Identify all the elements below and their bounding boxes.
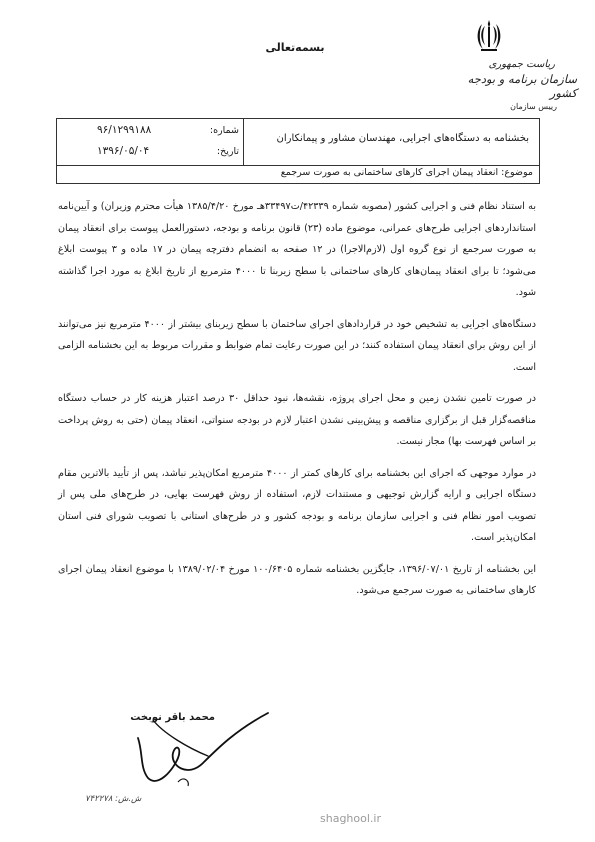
letter-body bbox=[58, 196, 536, 612]
organization-name bbox=[437, 58, 577, 114]
paragraph-effective-date: این بخشنامه از تاریخ ۱۳۹۶/۰۷/۰۱، جایگزین بخشنامه شماره ۱۰۰/۶۴۰۵ مورخ ۱۳۸۹/۰۲/۰۴ با موضوع انعقاد پیمان اجرای کارهای ساختمانی به صورت سرجمع می‌شود. bbox=[58, 563, 536, 596]
basmala-heading: بسمه‌تعالی bbox=[265, 41, 325, 54]
reference-code: ش.ش: ۷۴۲۲۷۸ bbox=[85, 794, 142, 804]
watermark-text: shaghool.ir bbox=[320, 812, 381, 825]
org-line-organization: سازمان برنامه و بودجه کشور bbox=[467, 72, 577, 100]
number-label: شماره: bbox=[209, 125, 239, 136]
handwritten-signature bbox=[118, 708, 288, 793]
paragraph-prerequisites: در صورت تامین نشدن زمین و محل اجرای پروژه، نقشه‌ها، نبود حداقل ۳۰ درصد اعتبار هزینه کار در حساب دستگاه مناقصه‌گزار قبل از برگزاری مناقصه و پیش‌بینی نشدن اعتبار لازم در بودجه سنواتی، انعقاد پیمان (حتی به روش پرداخت بر اساس فهرست بها) مجاز نیست. bbox=[58, 393, 536, 447]
subject-line: موضوع: انعقاد پیمان اجرای کارهای ساختمانی به صورت سرجمع bbox=[280, 167, 533, 178]
date-value: ۱۳۹۶/۰۵/۰۴ bbox=[97, 145, 150, 157]
recipient-line: بخشنامه به دستگاه‌های اجرایی، مهندسان مشاور و پیمانکاران bbox=[276, 133, 529, 144]
paragraph-legal-basis: به استناد نظام فنی و اجرایی کشور (مصوبه شماره ۴۲۳۳۹/ت۳۳۴۹۷هـ مورخ ۱۳۸۵/۴/۲۰ هیأت محترم وزیران) و آیین‌نامه استانداردهای اجرایی طرح‌های عمرانی، موضوع ماده (۲۳) قانون برنامه و بودجه، دستورالعمل پیوست برای انعقاد پیمان به صورت سرجمع از نوع گروه اول (لازم‌الاجرا) در ۱۲ صفحه به انضمام دفترچه پیمان در ۱۷ ماده و ۳ پیوست ابلاغ می‌شود؛ تا برای انعقاد پیمان‌های کارهای ساختمانی با سطح زیربنا تا ۴۰۰۰ مترمربع از تاریخ ابلاغ به مورد اجرا گذاشته شود. bbox=[58, 201, 536, 298]
national-emblem-icon bbox=[476, 18, 502, 54]
date-label: تاریخ: bbox=[216, 146, 239, 157]
subject-row bbox=[56, 164, 540, 184]
paragraph-larger-buildings: دستگاه‌های اجرایی به تشخیص خود در قراردادهای اجرای ساختمان با سطح زیربنای بیشتر از ۴۰۰۰ مترمربع نیز می‌توانند از این روش برای انعقاد پیمان استفاده کنند؛ در این صورت رعایت تمام ضوابط و مقررات مربوط به این بخشنامه الزامی است. bbox=[58, 318, 537, 373]
paragraph-exceptions: در موارد موجهی که اجرای این بخشنامه برای کارهای کمتر از ۴۰۰۰ مترمربع امکان‌پذیر نباشد، پس از تأیید بالاترین مقام دستگاه اجرایی و ارایه گزارش توجیهی و مستندات لازم، استفاده از روش فهرست بهایی، در طرح‌های ملی پس از تصویب امور نظام فنی و اجرایی سازمان برنامه و بودجه کشور و در طرح‌های استانی با تصویب شورای فنی استان امکان‌پذیر است. bbox=[58, 467, 536, 543]
org-line-presidency: ریاست جمهوری bbox=[488, 59, 555, 70]
letter-header-box bbox=[56, 118, 540, 166]
signer-name: محمد باقر نوبخت bbox=[130, 712, 215, 723]
number-value: ۹۶/۱۲۹۹۱۸۸ bbox=[97, 124, 152, 136]
org-line-head: رییس سازمان bbox=[510, 102, 557, 111]
header-divider bbox=[243, 119, 244, 165]
